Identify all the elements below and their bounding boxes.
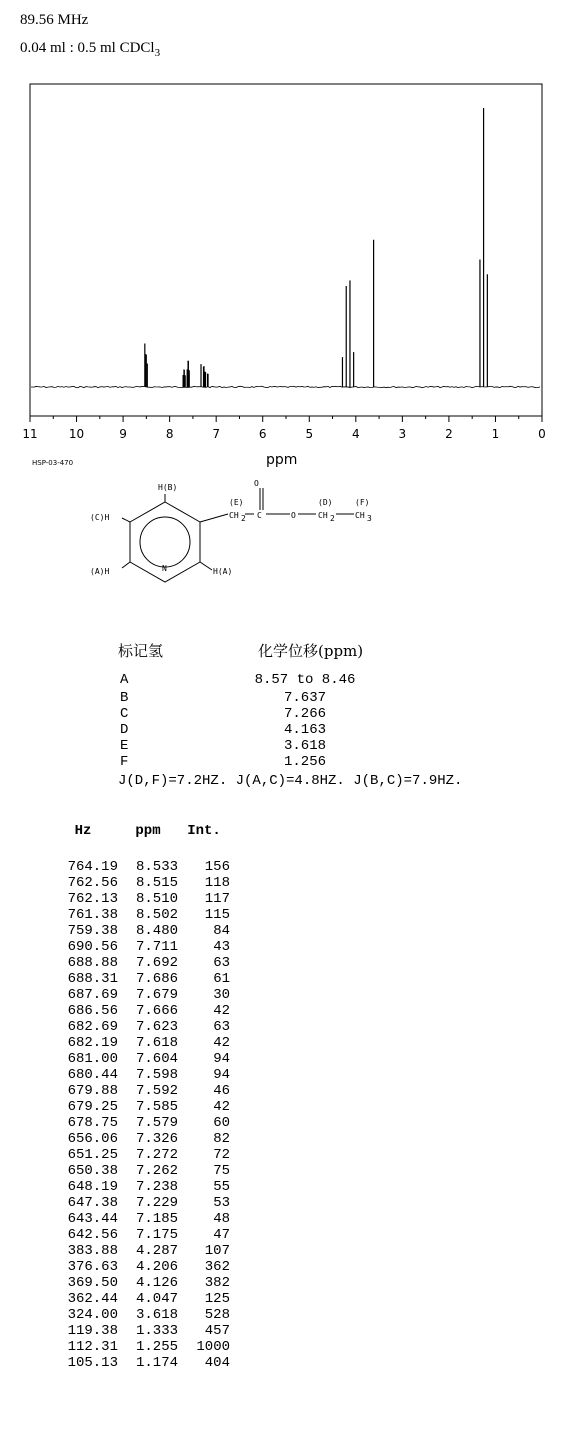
table-row — [48, 1115, 230, 1131]
assignment-value: 3.618 — [283, 738, 326, 754]
peak-table-header — [48, 823, 230, 845]
table-row — [48, 891, 230, 907]
label-hc: (C)H — [90, 513, 110, 522]
x-axis-tick-labels — [22, 427, 545, 441]
label-sub-2a: 2 — [241, 514, 246, 523]
cell-hz: 362.44 — [67, 1291, 118, 1307]
bond-ha-right — [200, 562, 212, 570]
cell-int: 53 — [213, 1195, 230, 1211]
table-row — [48, 1003, 230, 1019]
cell-ppm: 7.604 — [135, 1051, 178, 1067]
cell-int: 48 — [213, 1211, 230, 1227]
table-row — [48, 1243, 230, 1259]
assignment-value: 8.57 to 8.46 — [254, 672, 356, 688]
cell-hz: 650.38 — [67, 1163, 118, 1179]
x-tick-label: 8 — [165, 427, 174, 441]
cell-hz: 759.38 — [67, 923, 118, 939]
cell-hz: 679.25 — [67, 1099, 118, 1115]
coupling-constants: J(D,F)=7.2HZ. J(A,C)=4.8HZ. J(B,C)=7.9HZ. — [118, 773, 463, 789]
cell-hz: 686.56 — [67, 1003, 118, 1019]
label-o-top: O — [254, 479, 259, 488]
cell-int: 60 — [213, 1115, 230, 1131]
cell-ppm: 4.126 — [135, 1275, 178, 1291]
x-tick-label: 2 — [445, 427, 453, 441]
assignment-value: 7.266 — [283, 706, 326, 722]
cell-ppm: 8.510 — [135, 891, 178, 907]
cell-hz: 647.38 — [67, 1195, 118, 1211]
table-row — [48, 907, 230, 923]
x-tick-label: 0 — [538, 427, 546, 441]
label-o: O — [291, 511, 296, 520]
cell-hz: 642.56 — [67, 1227, 118, 1243]
cell-int: 457 — [204, 1323, 230, 1339]
label-sub-3: 3 — [367, 514, 372, 523]
table-row — [48, 1227, 230, 1243]
cell-ppm: 7.229 — [135, 1195, 178, 1211]
table-row — [48, 1051, 230, 1067]
assignment-label: B — [120, 690, 129, 706]
cell-ppm: 7.711 — [135, 939, 178, 955]
cell-ppm: 7.592 — [135, 1083, 178, 1099]
cell-int: 125 — [204, 1291, 230, 1307]
cell-int: 42 — [213, 1099, 230, 1115]
table-row — [48, 1195, 230, 1211]
cell-hz: 376.63 — [67, 1259, 118, 1275]
x-tick-label: 9 — [119, 427, 127, 441]
cell-ppm: 7.175 — [135, 1227, 178, 1243]
cell-ppm: 7.272 — [135, 1147, 178, 1163]
cell-int: 63 — [213, 955, 230, 971]
cell-int: 107 — [204, 1243, 230, 1259]
table-row — [48, 939, 230, 955]
table-row — [48, 1291, 230, 1307]
cell-ppm: 7.238 — [135, 1179, 178, 1195]
cell-hz: 761.38 — [67, 907, 118, 923]
cell-hz: 678.75 — [67, 1115, 118, 1131]
cell-int: 55 — [213, 1179, 230, 1195]
label-ha-right: H(A) — [213, 567, 233, 576]
cell-ppm: 1.255 — [135, 1339, 178, 1355]
cell-int: 75 — [213, 1163, 230, 1179]
bond-ha-left — [122, 562, 130, 568]
cell-ppm: 7.262 — [135, 1163, 178, 1179]
label-ha-left: (A)H — [90, 567, 110, 576]
header-int: Int. — [187, 823, 221, 839]
header-ppm: ppm — [135, 823, 161, 839]
table-row — [48, 1019, 230, 1035]
table-row — [48, 1307, 230, 1323]
cell-hz: 383.88 — [67, 1243, 118, 1259]
cell-int: 46 — [213, 1083, 230, 1099]
spectrum-code-label: HSP-03-470 — [32, 459, 74, 467]
cell-int: 528 — [204, 1307, 230, 1323]
label-ch3: CH — [355, 511, 365, 520]
cell-ppm: 1.174 — [135, 1355, 178, 1371]
spectrum-baseline — [31, 386, 540, 387]
cell-int: 1000 — [196, 1339, 230, 1355]
label-ch2-d: CH — [318, 511, 328, 520]
cell-int: 30 — [213, 987, 230, 1003]
table-row — [48, 1211, 230, 1227]
assignment-header-shift: 化学位移(ppm) — [258, 642, 364, 660]
plot-frame — [30, 84, 542, 416]
bond-hc — [122, 518, 130, 522]
cell-int: 115 — [204, 907, 230, 923]
molecular-structure — [0, 478, 570, 590]
assignment-value: 7.637 — [283, 690, 326, 706]
cell-int: 42 — [213, 1035, 230, 1051]
x-tick-label: 1 — [491, 427, 500, 441]
x-tick-label: 11 — [22, 427, 38, 441]
cell-hz: 690.56 — [67, 939, 118, 955]
table-row — [48, 859, 230, 875]
cell-int: 404 — [204, 1355, 230, 1371]
table-row — [48, 971, 230, 987]
x-tick-label: 3 — [398, 427, 407, 441]
table-row — [48, 1163, 230, 1179]
cell-int: 61 — [213, 971, 230, 987]
cell-int: 72 — [213, 1147, 230, 1163]
cell-hz: 688.88 — [67, 955, 118, 971]
cell-hz: 764.19 — [67, 859, 118, 875]
label-e: (E) — [229, 498, 244, 507]
bond-ring-ch2 — [200, 514, 228, 522]
cell-hz: 687.69 — [67, 987, 118, 1003]
table-row — [48, 1179, 230, 1195]
table-row — [48, 1083, 230, 1099]
cell-int: 118 — [204, 875, 230, 891]
spacer-cell — [48, 845, 230, 859]
cell-int: 156 — [204, 859, 230, 875]
cell-hz: 651.25 — [67, 1147, 118, 1163]
table-row — [48, 1259, 230, 1275]
cell-int: 47 — [213, 1227, 230, 1243]
cell-hz: 762.13 — [67, 891, 118, 907]
cell-ppm: 8.480 — [135, 923, 178, 939]
assignment-label: D — [120, 722, 129, 738]
label-n: N — [162, 564, 167, 573]
cell-int: 42 — [213, 1003, 230, 1019]
assignment-label: F — [120, 754, 129, 770]
cell-int: 63 — [213, 1019, 230, 1035]
cell-ppm: 3.618 — [135, 1307, 178, 1323]
table-row — [48, 1131, 230, 1147]
cell-ppm: 4.206 — [135, 1259, 178, 1275]
cell-hz: 682.69 — [67, 1019, 118, 1035]
assignment-label: C — [120, 706, 129, 722]
table-spacer — [48, 845, 230, 859]
cell-hz: 681.00 — [67, 1051, 118, 1067]
assignment-value: 1.256 — [283, 754, 326, 770]
cell-ppm: 7.679 — [135, 987, 178, 1003]
cell-ppm: 7.185 — [135, 1211, 178, 1227]
baseline-trace — [31, 386, 540, 387]
cell-int: 94 — [213, 1067, 230, 1083]
label-ch2-e: CH — [229, 511, 239, 520]
nmr-spectrum-chart — [0, 0, 570, 470]
cell-ppm: 7.618 — [135, 1035, 178, 1051]
table-row — [48, 1275, 230, 1291]
cell-ppm: 7.598 — [135, 1067, 178, 1083]
cell-hz: 679.88 — [67, 1083, 118, 1099]
x-tick-label: 4 — [351, 427, 360, 441]
cell-int: 82 — [213, 1131, 230, 1147]
cell-int: 382 — [204, 1275, 230, 1291]
assignment-value: 4.163 — [283, 722, 326, 738]
cell-ppm: 1.333 — [135, 1323, 178, 1339]
cell-hz: 648.19 — [67, 1179, 118, 1195]
cell-hz: 119.38 — [67, 1323, 118, 1339]
header-hz: Hz — [74, 823, 92, 839]
spectrum-peaks — [145, 108, 488, 387]
sample-subscript: 3 — [154, 47, 161, 59]
table-row — [48, 1339, 230, 1355]
cell-hz: 762.56 — [67, 875, 118, 891]
x-axis-ticks — [30, 416, 542, 422]
table-row — [48, 1067, 230, 1083]
x-tick-label: 10 — [68, 427, 85, 441]
spectrometer-frequency: 89.56 MHz — [20, 12, 89, 28]
cell-ppm: 7.686 — [135, 971, 178, 987]
x-tick-label: 5 — [305, 427, 314, 441]
label-hb: H(B) — [158, 483, 178, 492]
cell-ppm: 7.326 — [135, 1131, 178, 1147]
cell-hz: 369.50 — [67, 1275, 118, 1291]
cell-hz: 112.31 — [67, 1339, 118, 1355]
x-tick-label: 6 — [258, 427, 267, 441]
ring-aromatic-circle — [140, 517, 190, 567]
cell-int: 362 — [204, 1259, 230, 1275]
cell-ppm: 8.515 — [135, 875, 178, 891]
label-f: (F) — [355, 498, 370, 507]
table-row — [48, 875, 230, 891]
cell-ppm: 4.287 — [135, 1243, 178, 1259]
table-row — [48, 1355, 230, 1371]
cell-ppm: 8.502 — [135, 907, 178, 923]
x-tick-label: 7 — [212, 427, 221, 441]
table-row — [48, 955, 230, 971]
table-row — [48, 987, 230, 1003]
table-row — [48, 923, 230, 939]
peak-table-body — [48, 845, 230, 1371]
cell-int: 84 — [213, 923, 230, 939]
cell-int: 43 — [213, 939, 230, 955]
peak-table — [48, 823, 230, 1371]
cell-hz: 680.44 — [67, 1067, 118, 1083]
cell-hz: 656.06 — [67, 1131, 118, 1147]
table-row — [48, 1099, 230, 1115]
cell-hz: 105.13 — [67, 1355, 118, 1371]
cell-ppm: 7.692 — [135, 955, 178, 971]
cell-int: 117 — [204, 891, 230, 907]
cell-ppm: 4.047 — [135, 1291, 178, 1307]
sample-ratio: 0.04 ml : 0.5 ml CDCl — [20, 40, 155, 56]
cell-hz: 682.19 — [67, 1035, 118, 1051]
cell-int: 94 — [213, 1051, 230, 1067]
cell-ppm: 7.579 — [135, 1115, 178, 1131]
label-sub-2b: 2 — [330, 514, 335, 523]
cell-ppm: 7.585 — [135, 1099, 178, 1115]
cell-ppm: 7.623 — [135, 1019, 178, 1035]
label-d: (D) — [318, 498, 333, 507]
label-c: C — [257, 511, 262, 520]
assignment-label: E — [120, 738, 129, 754]
x-axis-label: ppm — [266, 452, 298, 468]
assignment-header-hydrogen: 标记氢 — [118, 642, 164, 660]
table-row — [48, 1035, 230, 1051]
cell-ppm: 7.666 — [135, 1003, 178, 1019]
cell-hz: 643.44 — [67, 1211, 118, 1227]
table-row — [48, 1323, 230, 1339]
table-row — [48, 1147, 230, 1163]
cell-hz: 688.31 — [67, 971, 118, 987]
cell-ppm: 8.533 — [135, 859, 178, 875]
assignment-label: A — [120, 672, 129, 688]
cell-hz: 324.00 — [67, 1307, 118, 1323]
